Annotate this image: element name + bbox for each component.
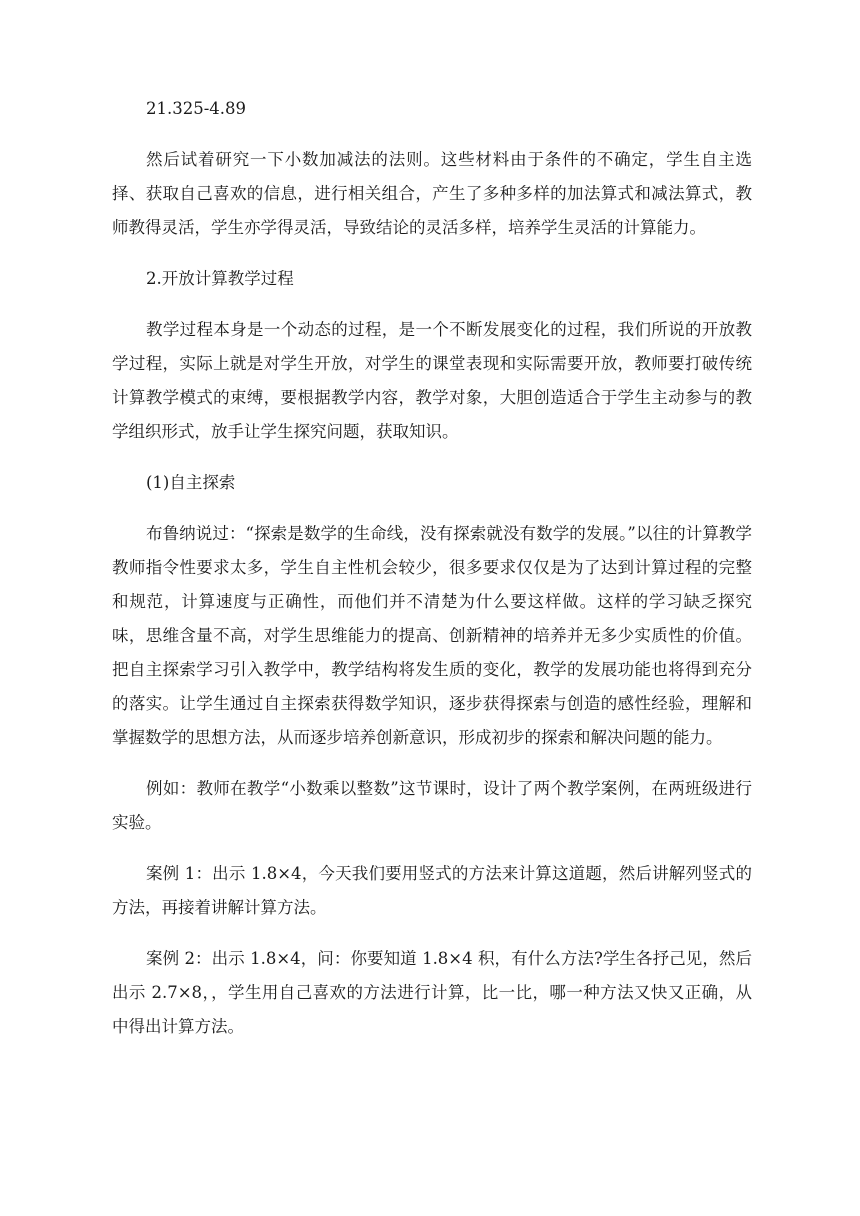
- paragraph-example-intro: 例如：教师在教学“小数乘以整数”这节课时，设计了两个教学案例，在两班级进行实验。: [112, 779, 752, 832]
- paragraph-bruner-quote: 布鲁纳说过：“探索是数学的生命线，没有探索就没有数学的发展。”以往的计算教学教师指令性要求太多，学生自主性机会较少，很多要求仅仅是为了达到计算过程的完整和规范，计算速度与正确性，而他们并不清楚为什么要这样做。这样的学习缺乏探究味，思维含量不高，对学生思维能力的提高、创新精神的培养并无多少实质性的价值。把自主探索学习引入教学中，教学结构将发生质的变化，教学的发展功能也将得到充分的落实。让学生通过自主探索获得数学知识，逐步获得探索与创造的感性经验，理解和掌握数学的思想方法，从而逐步培养创新意识，形成初步的探索和解决问题的能力。: [112, 524, 752, 747]
- formula-line: 21.325-4.89: [146, 99, 247, 118]
- paragraph-addition-subtraction-rules: 然后试着研究一下小数加减法的法则。这些材料由于条件的不确定，学生自主选择、获取自己喜欢的信息，进行相关组合，产生了多种多样的加法算式和减法算式，教师教得灵活，学生亦学得灵活，导致结论的灵活多样，培养学生灵活的计算能力。: [112, 150, 752, 237]
- paragraph-case-2: 案例 2：出示 1.8×4，问：你要知道 1.8×4 积，有什么方法?学生各抒己见，然后出示 2.7×8，，学生用自己喜欢的方法进行计算，比一比，哪一种方法又快又正确，从中得出计算方法。: [112, 949, 752, 1036]
- document-body: [112, 92, 752, 1061]
- paragraph-case-1: 案例 1：出示 1.8×4，今天我们要用竖式的方法来计算这道题，然后讲解列竖式的方法，再接着讲解计算方法。: [112, 864, 752, 917]
- subsection-heading-self-exploration: (1)自主探索: [146, 473, 236, 492]
- section-heading-open-process: 2.开放计算教学过程: [146, 269, 294, 288]
- paragraph-teaching-process: 教学过程本身是一个动态的过程，是一个不断发展变化的过程，我们所说的开放教学过程，实际上就是对学生开放，对学生的课堂表现和实际需要开放，教师要打破传统计算教学模式的束缚，要根据教学内容，教学对象，大胆创造适合于学生主动参与的教学组织形式，放手让学生探究问题，获取知识。: [112, 320, 752, 441]
